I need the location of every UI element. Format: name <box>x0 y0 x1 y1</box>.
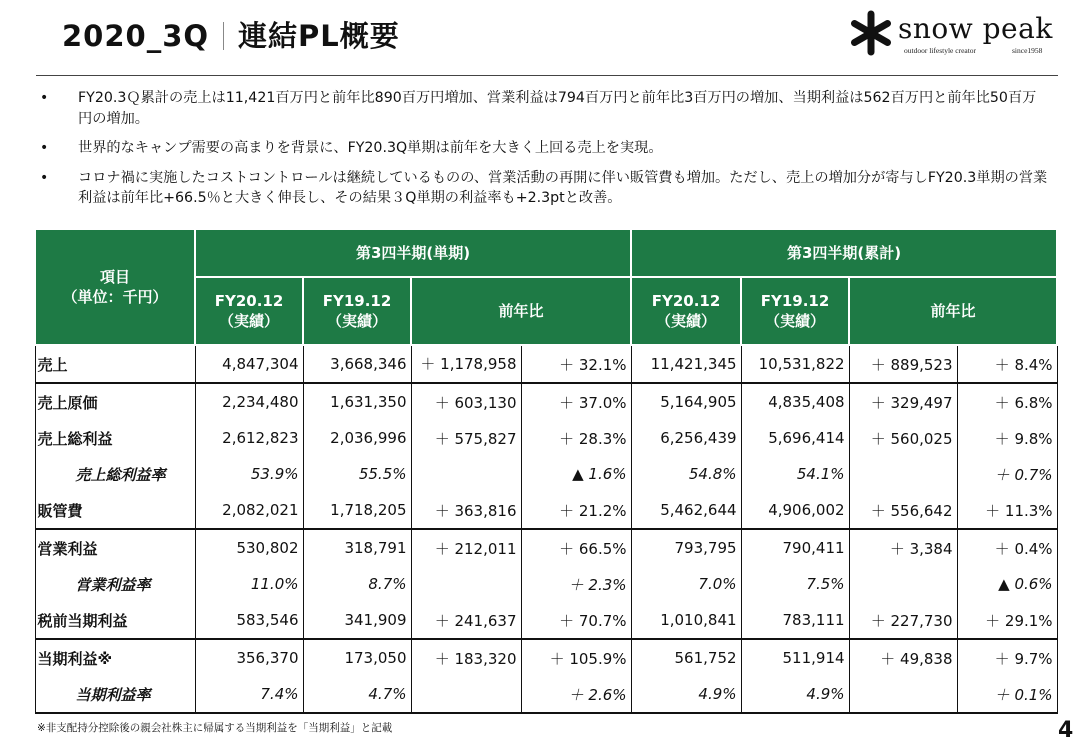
col-fy20-line1: FY20.12 <box>214 292 284 310</box>
cell-value: 7.0% <box>631 566 741 602</box>
cell-value: ＋ 49,838 <box>849 639 957 676</box>
logo-since: since1958 <box>1012 46 1043 55</box>
cell-value: 2,234,480 <box>195 383 303 420</box>
cell-value: 511,914 <box>741 639 849 676</box>
cell-value: 1,718,205 <box>303 492 411 529</box>
page-number: 4 <box>1058 718 1074 743</box>
logo-tagline: outdoor lifestyle creator <box>904 46 977 55</box>
group-header-cumulative: 第3四半期(累計) <box>631 229 1057 277</box>
cell-value: 4.7% <box>303 676 411 713</box>
cell-value: ＋ 8.4% <box>957 345 1057 383</box>
cell-value: 341,909 <box>303 602 411 639</box>
cell-value: ▲ 0.6% <box>957 566 1057 602</box>
table-row <box>35 383 1057 420</box>
table-row <box>35 456 1057 492</box>
cell-value: ＋ 3,384 <box>849 529 957 566</box>
snowflake-icon <box>848 10 894 56</box>
cell-value: ＋ 183,320 <box>411 639 521 676</box>
col-header-fy19 <box>303 277 411 345</box>
cell-value: ＋ 9.7% <box>957 639 1057 676</box>
col-fy20-line2: （実績） <box>656 312 717 330</box>
cell-value: 530,802 <box>195 529 303 566</box>
col-fy19-line2: （実績） <box>326 312 387 330</box>
cell-value: 54.8% <box>631 456 741 492</box>
cell-value: 54.1% <box>741 456 849 492</box>
bullet-text: 世界的なキャンプ需要の高まりを背景に、FY20.3Q単期は前年を大きく上回る売上を実現。 <box>78 140 663 156</box>
cell-value <box>849 676 957 713</box>
cell-value: 790,411 <box>741 529 849 566</box>
cell-value: ＋ 32.1% <box>521 345 631 383</box>
cell-value: 583,546 <box>195 602 303 639</box>
table-row <box>35 639 1057 676</box>
cell-value: 11.0% <box>195 566 303 602</box>
cell-value: ＋ 556,642 <box>849 492 957 529</box>
cell-value <box>411 566 521 602</box>
cell-value: 5,462,644 <box>631 492 741 529</box>
cell-value: 561,752 <box>631 639 741 676</box>
cell-value: ▲ 1.6% <box>521 456 631 492</box>
table-row <box>35 492 1057 529</box>
logo-wordmark: snow peak <box>898 12 1053 45</box>
cell-value: ＋ 603,130 <box>411 383 521 420</box>
cell-value: 4.9% <box>631 676 741 713</box>
cell-value: ＋ 21.2% <box>521 492 631 529</box>
cell-value: 4,847,304 <box>195 345 303 383</box>
col-header-yoy: 前年比 <box>849 277 1057 345</box>
cell-value: 318,791 <box>303 529 411 566</box>
cell-value: 3,668,346 <box>303 345 411 383</box>
cell-value: 8.7% <box>303 566 411 602</box>
cell-value <box>849 456 957 492</box>
row-label: 税前当期利益 <box>35 602 195 639</box>
cell-value: ＋ 889,523 <box>849 345 957 383</box>
col-fy19-line2: （実績） <box>765 312 826 330</box>
cell-value: 173,050 <box>303 639 411 676</box>
bullet-item <box>40 168 1050 209</box>
cell-value: ＋ 212,011 <box>411 529 521 566</box>
cell-value: ＋ 227,730 <box>849 602 957 639</box>
cell-value: 1,631,350 <box>303 383 411 420</box>
title-divider <box>223 22 224 50</box>
cell-value: ＋ 575,827 <box>411 420 521 456</box>
table-row <box>35 529 1057 566</box>
cell-value: 53.9% <box>195 456 303 492</box>
col-fy20-line1: FY20.12 <box>651 292 721 310</box>
row-label: 売上総利益 <box>35 420 195 456</box>
cell-value: ＋ 560,025 <box>849 420 957 456</box>
col-header-fy19 <box>741 277 849 345</box>
group-header-single: 第3四半期(単期) <box>195 229 631 277</box>
bullet-text: FY20.3Ｑ累計の売上は11,421百万円と前年比890百万円増加、営業利益は794百万円と前年比3百万円の増加、当期利益は562百万円と前年比50百万円の増加。 <box>78 90 1037 127</box>
pl-summary-table <box>34 228 1058 714</box>
row-label: 売上原価 <box>35 383 195 420</box>
table-row <box>35 566 1057 602</box>
cell-value: ＋ 0.7% <box>957 456 1057 492</box>
cell-value: 6,256,439 <box>631 420 741 456</box>
row-label: 当期利益※ <box>35 639 195 676</box>
table-row <box>35 345 1057 383</box>
table-row <box>35 420 1057 456</box>
row-label: 営業利益 <box>35 529 195 566</box>
cell-value: 5,696,414 <box>741 420 849 456</box>
cell-value: ＋ 28.3% <box>521 420 631 456</box>
cell-value: ＋ 2.6% <box>521 676 631 713</box>
row-label: 当期利益率 <box>35 676 195 713</box>
cell-value: ＋ 11.3% <box>957 492 1057 529</box>
cell-value: ＋ 0.1% <box>957 676 1057 713</box>
cell-value: ＋ 66.5% <box>521 529 631 566</box>
row-label: 営業利益率 <box>35 566 195 602</box>
cell-value: ＋ 0.4% <box>957 529 1057 566</box>
page-title <box>62 14 400 55</box>
item-header-line1: 項目 <box>99 268 130 286</box>
table-row <box>35 676 1057 713</box>
bullet-text: コロナ禍に実施したコストコントロールは継続しているものの、営業活動の再開に伴い販管費も増加。ただし、売上の増加分が寄与しFY20.3単期の営業利益は前年比+66.5％と大きく伸長し、その結果３Q単期の利益率も+2.3ptと改善。 <box>78 169 1048 206</box>
title-text: 連結PL概要 <box>238 19 400 53</box>
cell-value: 7.4% <box>195 676 303 713</box>
cell-value: ＋ 363,816 <box>411 492 521 529</box>
cell-value: ＋ 241,637 <box>411 602 521 639</box>
summary-bullets <box>40 88 1050 218</box>
footnote: ※非支配持分控除後の親会社株主に帰属する当期利益を「当期利益」と記載 <box>37 722 393 734</box>
bullet-marker: • <box>40 169 49 186</box>
bullet-item <box>40 88 1050 129</box>
cell-value: 356,370 <box>195 639 303 676</box>
row-label: 売上 <box>35 345 195 383</box>
bullet-marker: • <box>40 90 49 106</box>
cell-value: 783,111 <box>741 602 849 639</box>
col-fy19-line1: FY19.12 <box>322 292 392 310</box>
table-row <box>35 602 1057 639</box>
title-period: 2020_3Q <box>62 19 210 53</box>
bullet-item <box>40 138 1050 159</box>
col-fy19-line1: FY19.12 <box>760 292 830 310</box>
cell-value: ＋ 70.7% <box>521 602 631 639</box>
cell-value: ＋ 29.1% <box>957 602 1057 639</box>
cell-value: ＋ 37.0% <box>521 383 631 420</box>
snow-peak-logo <box>848 12 1053 58</box>
cell-value: 5,164,905 <box>631 383 741 420</box>
row-label: 販管費 <box>35 492 195 529</box>
cell-value: 55.5% <box>303 456 411 492</box>
cell-value: 2,612,823 <box>195 420 303 456</box>
item-header <box>35 229 195 345</box>
cell-value: ＋ 1,178,958 <box>411 345 521 383</box>
col-fy20-line2: （実績） <box>218 312 279 330</box>
col-header-yoy: 前年比 <box>411 277 631 345</box>
cell-value: 2,082,021 <box>195 492 303 529</box>
cell-value: ＋ 2.3% <box>521 566 631 602</box>
cell-value <box>849 566 957 602</box>
cell-value: 4,835,408 <box>741 383 849 420</box>
header-divider <box>36 75 1058 76</box>
cell-value: 793,795 <box>631 529 741 566</box>
cell-value: ＋ 9.8% <box>957 420 1057 456</box>
cell-value: 7.5% <box>741 566 849 602</box>
cell-value: 11,421,345 <box>631 345 741 383</box>
cell-value: 10,531,822 <box>741 345 849 383</box>
col-header-fy20 <box>631 277 741 345</box>
cell-value: 4,906,002 <box>741 492 849 529</box>
cell-value: 4.9% <box>741 676 849 713</box>
cell-value: ＋ 105.9% <box>521 639 631 676</box>
item-header-line2: （単位：千円） <box>62 288 168 306</box>
cell-value <box>411 456 521 492</box>
row-label: 売上総利益率 <box>35 456 195 492</box>
cell-value: 2,036,996 <box>303 420 411 456</box>
col-header-fy20 <box>195 277 303 345</box>
cell-value <box>411 676 521 713</box>
cell-value: ＋ 6.8% <box>957 383 1057 420</box>
cell-value: 1,010,841 <box>631 602 741 639</box>
cell-value: ＋ 329,497 <box>849 383 957 420</box>
bullet-marker: • <box>40 140 49 156</box>
